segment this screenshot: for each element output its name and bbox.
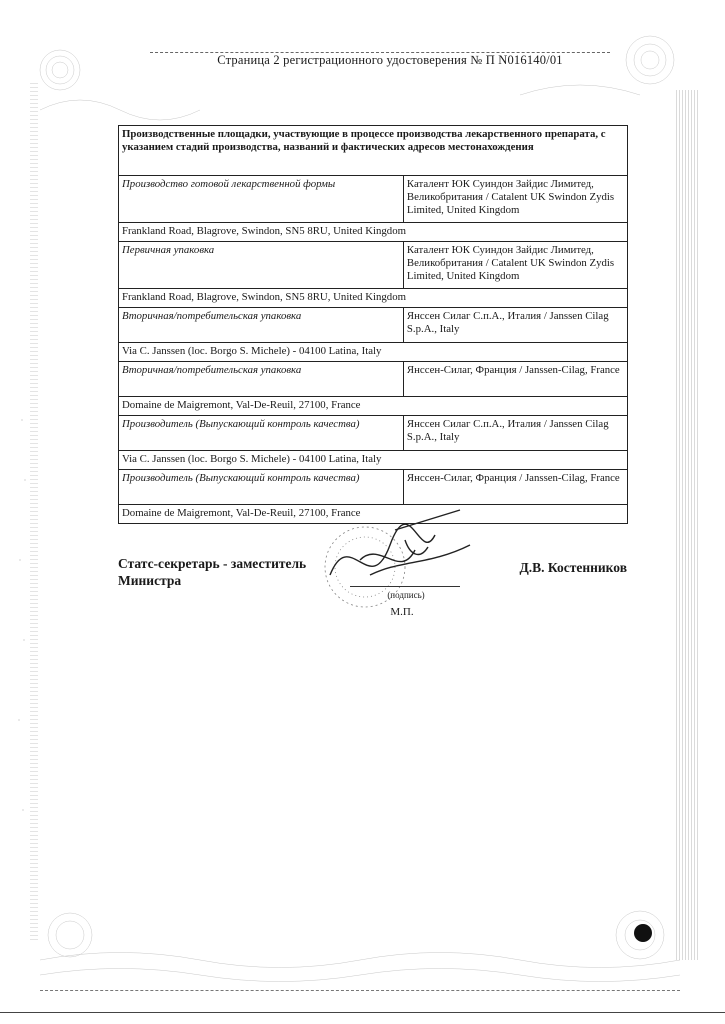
table-row [119,289,628,308]
signature-caption: (подпись) [387,590,425,600]
address-cell: Via C. Janssen (loc. Borgo S. Michele) - 04100 Latina, Italy [119,451,628,470]
address-cell: Frankland Road, Blagrove, Swindon, SN5 8RU, United Kingdom [119,289,628,308]
seal-place-caption: М.П. [390,606,414,618]
stage-cell: Вторичная/потребительская упаковка [119,362,404,397]
address-cell: Domaine de Maigremont, Val-De-Reuil, 27100, France [119,397,628,416]
production-sites-table [118,125,628,524]
stage-cell: Производитель (Выпускающий контроль качества) [119,416,404,451]
table-row [119,176,628,223]
address-cell: Via C. Janssen (loc. Borgo S. Michele) - 04100 Latina, Italy [119,343,628,362]
table-row [119,343,628,362]
table-row [119,470,628,505]
signer-name: Д.В. Костенников [519,560,627,575]
company-cell: Янссен Силаг С.п.А., Италия / Janssen Cilag S.p.A., Italy [403,308,627,343]
table-row [119,223,628,242]
security-dot-mark [630,920,656,946]
footer-rule [40,990,680,991]
signer-position: Статс-секретарь - заместитель Министра [118,556,307,588]
stage-cell: Первичная упаковка [119,242,404,289]
security-band-left [30,80,38,940]
company-cell: Янссен-Силаг, Франция / Janssen-Cilag, France [403,470,627,505]
address-cell: Frankland Road, Blagrove, Swindon, SN5 8RU, United Kingdom [119,223,628,242]
security-band-right [676,90,698,960]
table-heading: Производственные площадки, участвующие в процессе производства лекарственного препарата, с указанием стадий производства, названий и фактических адресов местонахождения [119,126,628,176]
company-cell: Каталент ЮК Суиндон Зайдис Лимитед, Великобритания / Catalent UK Swindon Zydis Limited, United Kingdom [403,176,627,223]
company-cell: Каталент ЮК Суиндон Зайдис Лимитед, Великобритания / Catalent UK Swindon Zydis Limited, United Kingdom [403,242,627,289]
table-row [119,242,628,289]
company-cell: Янссен Силаг С.п.А., Италия / Janssen Cilag S.p.A., Italy [403,416,627,451]
signature-line [350,586,460,587]
table-row [119,308,628,343]
stage-cell: Вторичная/потребительская упаковка [119,308,404,343]
table-row [119,416,628,451]
page-edge-rule [0,1012,725,1013]
table-row [119,397,628,416]
company-cell: Янссен-Силаг, Франция / Janssen-Cilag, France [403,362,627,397]
table-row [119,451,628,470]
stage-cell: Производство готовой лекарственной формы [119,176,404,223]
address-cell: Domaine de Maigremont, Val-De-Reuil, 27100, France [119,505,628,524]
stage-cell: Производитель (Выпускающий контроль качества) [119,470,404,505]
table-row [119,362,628,397]
page-header: Страница 2 регистрационного удостоверения № П N016140/01 [217,53,563,67]
